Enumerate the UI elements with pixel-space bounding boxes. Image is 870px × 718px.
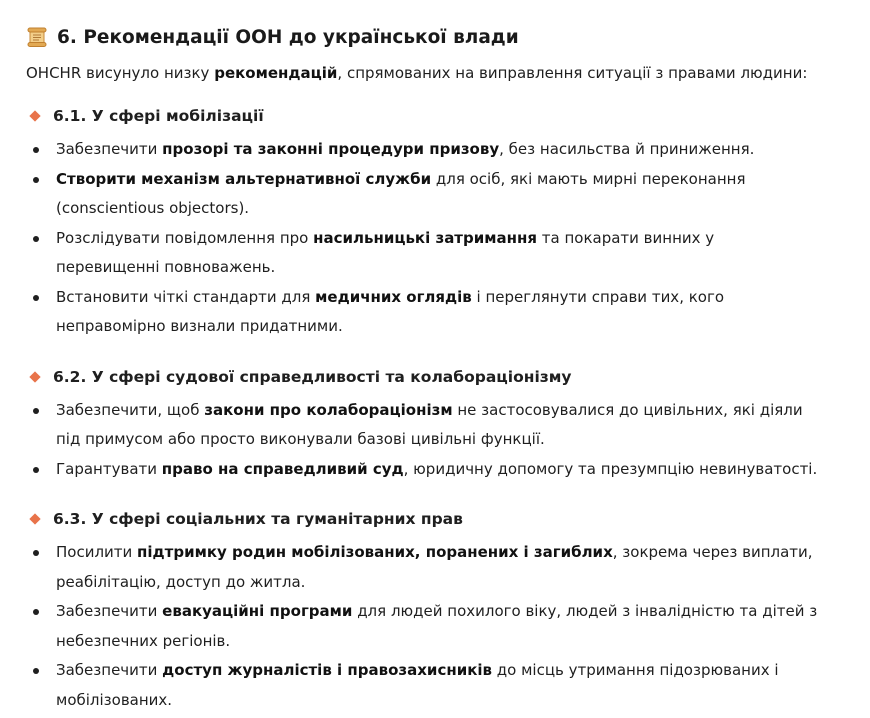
text-segment: , зокрема через виплати, [612,543,813,561]
text-segment: та покарати винних у [537,228,715,247]
orange-diamond-icon [29,110,40,121]
subsection-title: 6.3. У сфері соціальних та гуманітарних прав [53,510,463,528]
recommendation-list [26,396,870,485]
text-segment: мобілізованих. [56,690,173,709]
text-segment: Гарантувати [56,459,162,478]
bullet-dot-icon [33,177,39,183]
list-item [26,283,870,342]
bold-text: евакуаційні програми [162,602,353,620]
bold-text: Створити механізм альтернативної служби [56,169,432,188]
subsection-title: 6.2. У сфері судової справедливості та колабораціонізму [53,367,572,386]
subsection-heading [26,105,870,127]
bold-text: прозорі та законні процедури призову [162,140,500,158]
scroll-icon [26,26,48,48]
recommendation-list [26,135,870,342]
list-item [26,538,870,597]
intro-text-bold: рекомендацій [214,64,338,82]
text-segment: (conscientious objectors). [56,199,250,217]
text-segment: для осіб, які мають мирні переконання [431,169,746,188]
bullet-dot-icon [33,467,39,473]
subsection-heading [26,366,870,388]
text-segment: Забезпечити, щоб [56,400,205,419]
bold-text: медичних оглядів [315,287,472,306]
bullet-dot-icon [33,295,39,301]
text-segment: Розслідувати повідомлення про [56,228,314,247]
text-segment: і переглянути справи тих, кого [471,287,725,306]
subsection-2 [26,366,870,485]
bullet-dot-icon [33,408,39,414]
text-segment: реабілітацію, доступ до житла. [56,572,306,591]
text-segment: до місць утримання підозрюваних і [492,661,779,679]
intro-text-after: , спрямованих на виправлення ситуації з правами людини: [337,64,808,82]
bullet-dot-icon [33,147,39,153]
subsection-1 [26,105,870,342]
list-item [26,165,870,224]
bold-text: підтримку родин мобілізованих, поранених і загиблих [137,543,613,561]
text-segment: , без насильства й приниження. [499,140,755,158]
list-item [26,597,870,656]
text-segment: не застосовувалися до цивільних, які діяли [452,400,803,419]
intro-paragraph [26,63,870,83]
text-segment: Забезпечити [56,602,163,620]
list-item [26,224,870,283]
orange-diamond-icon [29,513,40,524]
bold-text: право на справедливий суд [161,459,404,478]
text-segment: , юридичну допомогу та презумпцію невинуватості. [403,459,818,478]
text-segment: Посилити [56,543,138,561]
section-title: 6. Рекомендації ООН до української влади [57,26,519,48]
recommendation-list [26,538,870,715]
list-item [26,656,870,715]
text-segment: під примусом або просто виконували базові цивільні функції. [56,430,545,448]
text-segment: Забезпечити [56,661,163,679]
list-item [26,396,870,455]
subsection-heading [26,508,870,530]
text-segment: для людей похилого віку, людей з інвалідністю та дітей з [352,602,818,620]
list-item [26,135,870,165]
list-item [26,455,870,485]
text-segment: неправомірно визнали придатними. [56,317,343,335]
bullet-dot-icon [33,668,39,674]
section-heading [26,0,870,51]
bullet-dot-icon [33,609,39,615]
orange-diamond-icon [29,371,40,382]
bold-text: доступ журналістів і правозахисників [162,661,493,679]
bullet-dot-icon [33,550,39,556]
text-segment: Забезпечити [56,140,163,158]
text-segment: Встановити чіткі стандарти для [56,287,316,306]
subsection-title: 6.1. У сфері мобілізації [53,107,264,125]
text-segment: перевищенні повноважень. [56,258,276,276]
intro-text-before: OHCHR висунуло низку [26,64,215,82]
bullet-dot-icon [33,236,39,242]
subsection-3 [26,508,870,715]
bold-text: насильницькі затримання [313,228,537,247]
subsections-container [26,105,870,715]
bold-text: закони про колабораціонізм [204,400,453,419]
text-segment: небезпечних регіонів. [56,631,231,650]
